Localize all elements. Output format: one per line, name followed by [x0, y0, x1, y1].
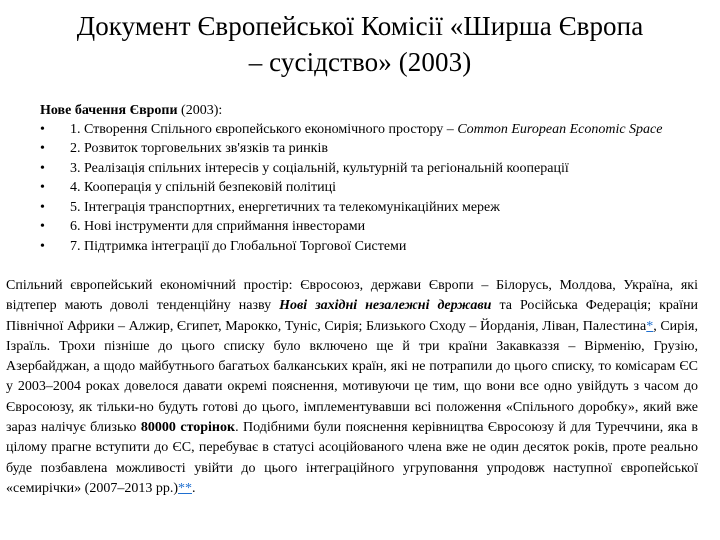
- list-item: [40, 180, 700, 197]
- list-item: [40, 200, 700, 217]
- footnote-link-2[interactable]: **: [178, 480, 192, 496]
- paragraph-part-1: Спільний європейський економічний простір: Євросоюз, держави Європи – Білорусь, Молдова, Україна, які відтепер мають доволі тенденційну назву: [6, 278, 698, 314]
- paragraph-part-6: . Подібними були пояснення керівництва Євросоюзу й для Туреччини, яка в цілому прагне вступити до ЄС, перебуває в статусі асоційованого члена вже не один десяток років, проте реально буде позбавлена можливості увійти до цього інтеграційного угруповання упродовж наступної європейської «семирічки» (2007–2013 рр.): [6, 420, 699, 496]
- bullet-icon: •: [40, 121, 45, 137]
- bullet-icon: •: [40, 238, 45, 254]
- goal-text: 7. Підтримка інтеграції до Глобальної Торгової Системи: [70, 238, 407, 254]
- vision-heading-rest: (2003):: [177, 103, 223, 118]
- bullet-icon: •: [40, 141, 45, 156]
- main-paragraph: [6, 276, 698, 499]
- goal-english: Common European Economic Space: [457, 121, 663, 137]
- title-line-2: – сусідство» (2003): [248, 47, 472, 77]
- list-item: [40, 161, 700, 178]
- paragraph-part-4: , Сирія, Ізраїль. Трохи пізніше до цього списку було включено ще й три країни Закавказзя – Вірменію, Грузію, Азербайджан, а щодо майбутнього багатьох балканських країн, які не потрапили до цього списку, то комісарам ЄС у 2003–2004 роках довелося давати окремі пояснення, мотивуючи це тим, що вони все одно увійдуть з часом до Євросоюзу, як тільки-но будуть готові до цього, імплементувавши всі положення «Спільного доробку», який вже зараз налічує близько: [6, 318, 698, 436]
- goal-text: 6. Нові інструменти для сприймання інвесторами: [70, 219, 366, 234]
- goal-text: 1. Створення Спільного європейського економічного простору –: [70, 121, 458, 137]
- list-item: [40, 239, 700, 256]
- list-item: [40, 141, 700, 158]
- goal-text: 4. Кооперація у спільній безпековій політиці: [70, 180, 337, 195]
- goal-text: 3. Реалізація спільних інтересів у соціальній, культурній та регіональній кооперації: [70, 160, 569, 176]
- bullet-icon: •: [40, 160, 45, 176]
- vision-heading: [40, 103, 700, 120]
- goal-text: 2. Розвиток торговельних зв'язків та ринків: [70, 141, 328, 156]
- paragraph-end: .: [192, 480, 196, 496]
- bullet-icon: •: [40, 180, 45, 195]
- vision-heading-bold: Нове бачення Європи: [40, 103, 178, 118]
- bullet-icon: •: [40, 219, 45, 234]
- list-item: [40, 219, 700, 236]
- list-item: [40, 122, 700, 139]
- vision-goals-list: [40, 122, 700, 256]
- title-line-1: Документ Європейської Комісії «Ширша Європа: [76, 11, 644, 41]
- vision-section: [40, 103, 700, 258]
- page-title: [30, 8, 690, 80]
- paragraph-text: [6, 276, 698, 499]
- paragraph-emphasis: Нові західні незалежні держави: [279, 298, 492, 314]
- paragraph-bold-pages: 80000 сторінок: [140, 420, 236, 436]
- bullet-icon: •: [40, 199, 45, 215]
- footnote-link-1[interactable]: *: [646, 318, 654, 334]
- paragraph-part-3: та Російська Федерація; країни Північної Африки – Алжир, Єгипет, Марокко, Туніс, Сирія; Близького Сходу – Йорданія, Ліван, Палестина: [6, 298, 699, 334]
- goal-text: 5. Інтеграція транспортних, енергетичних та телекомунікаційних мереж: [70, 199, 500, 215]
